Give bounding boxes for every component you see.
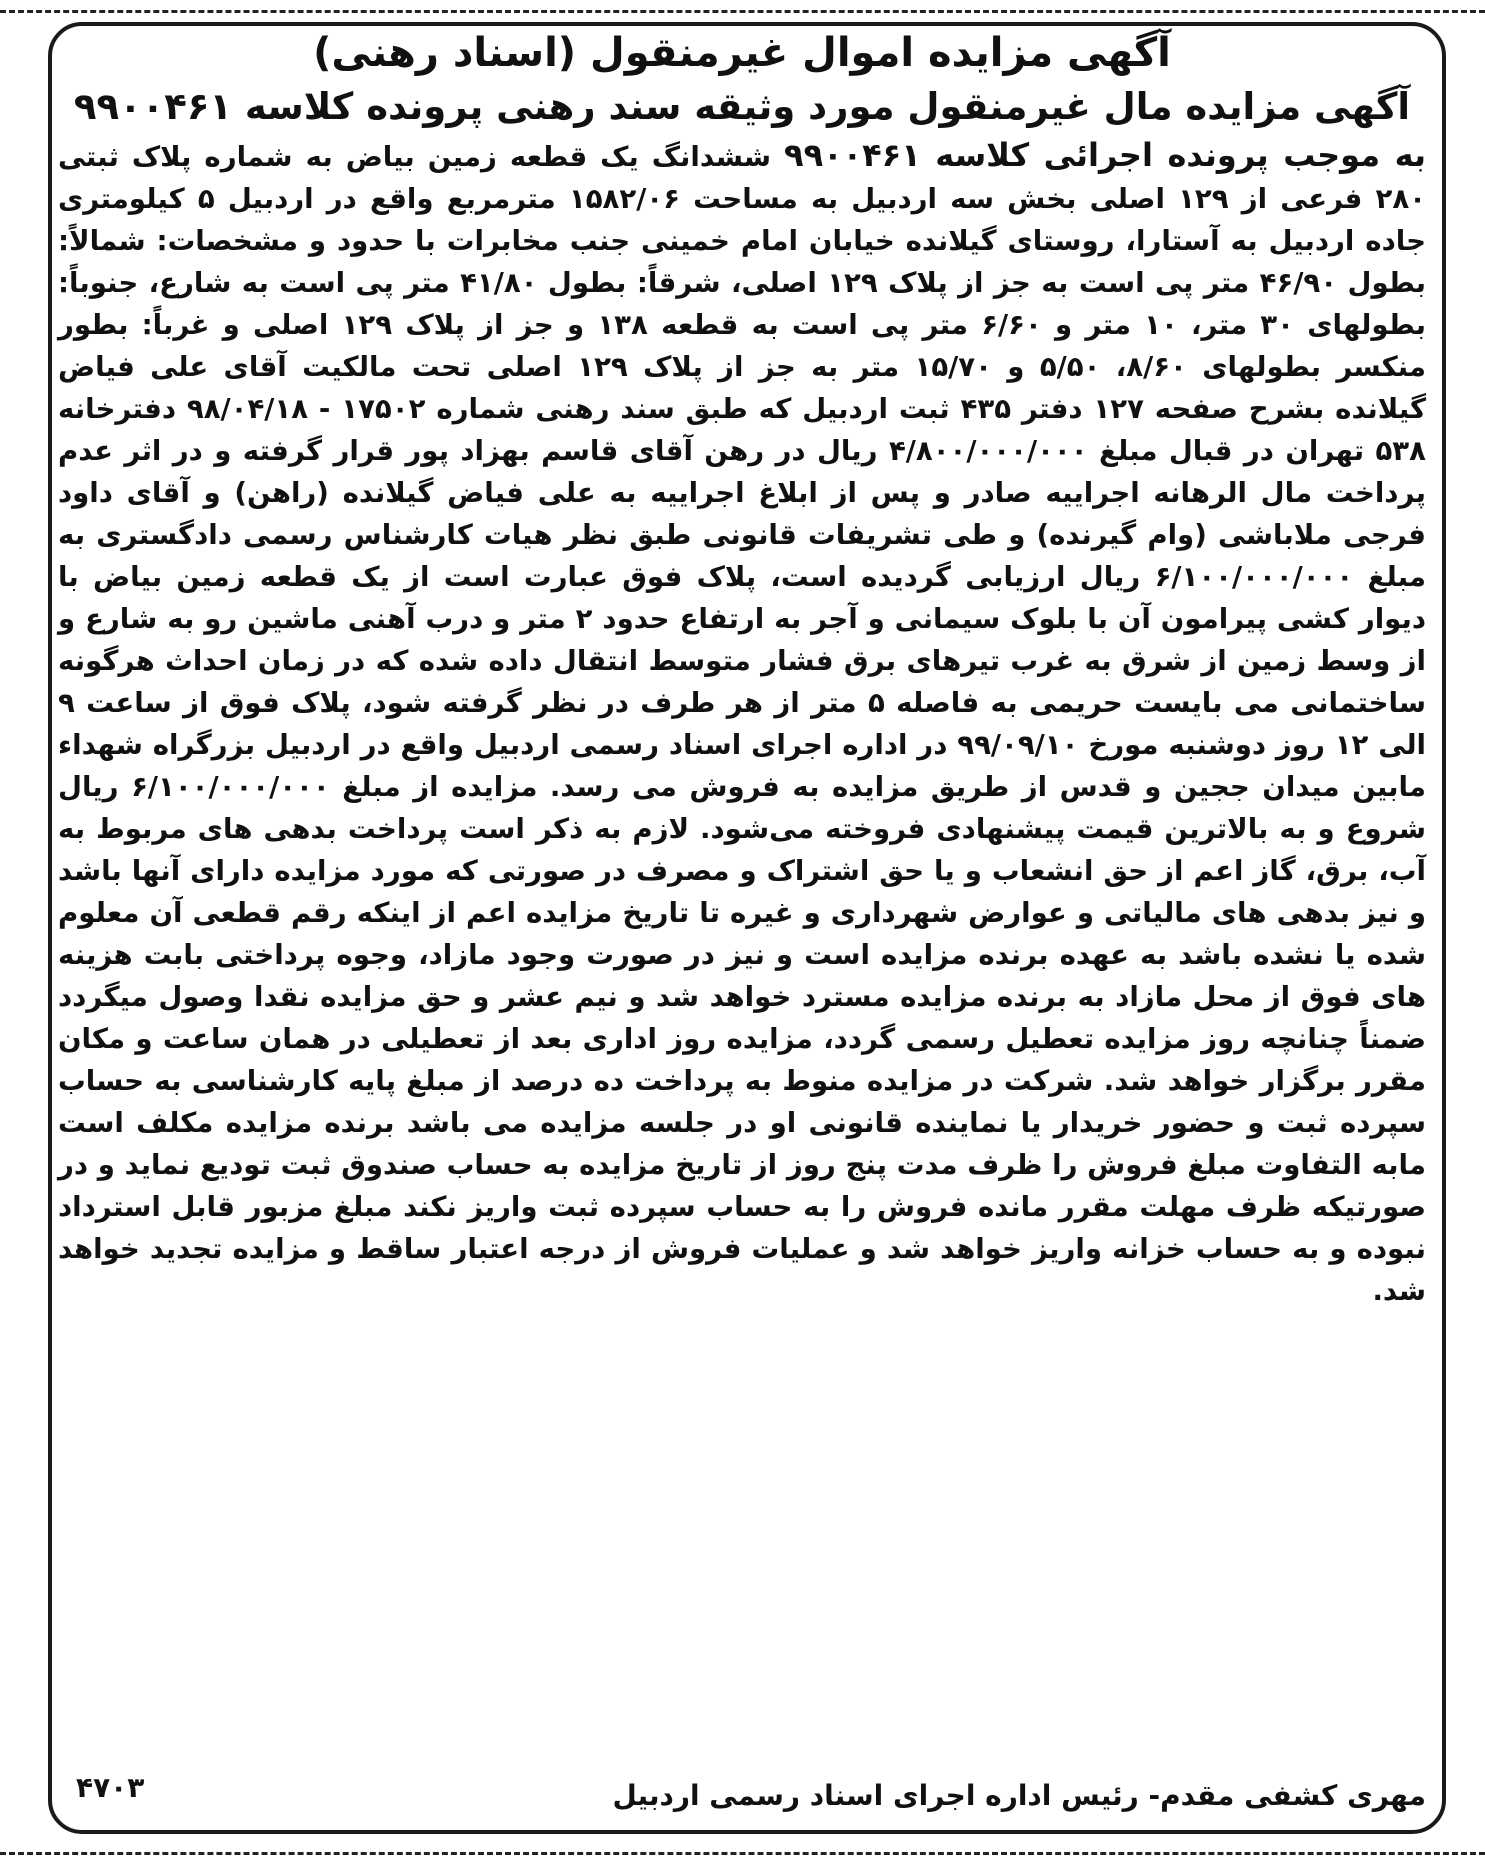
- notice-number: ۴۷۰۳: [76, 1771, 145, 1804]
- notice-lead: به موجب پرونده اجرائی کلاسه ۹۹۰۰۴۶۱: [784, 136, 1426, 174]
- notice-subtitle: آگهی مزایده مال غیرمنقول مورد وثیقه سند رهنی پرونده کلاسه ۹۹۰۰۴۶۱: [73, 85, 1411, 128]
- top-dashed-border: [0, 10, 1485, 13]
- notice-content: [58, 26, 1426, 1312]
- notice-body-text: ششدانگ یک قطعه زمین بیاض به شماره پلاک ثبتی ۲۸۰ فرعی از ۱۲۹ اصلی بخش سه اردبیل به مساحت ۱۵۸۲/۰۶ مترمربع واقع در اردبیل ۵ کیلومتری جاده اردبیل به آستارا، روستای گیلانده خیابان امام خمینی جنب مخابرات با حدود و مشخصات: شمالاً: بطول ۴۶/۹۰ متر پی است به جز از پلاک ۱۲۹ اصلی، شرقاً: بطول ۴۱/۸۰ متر پی است به شارع، جنوباً: بطولهای ۳۰ متر، ۱۰ متر و ۶/۶۰ متر پی است به قطعه ۱۳۸ و جز از پلاک ۱۲۹ اصلی و غرباً: بطور منکسر بطولهای ۸/۶۰، ۵/۵۰ و ۱۵/۷۰ متر به جز از پلاک ۱۲۹ اصلی تحت مالکیت آقای علی فیاض گیلانده بشرح صفحه ۱۲۷ دفتر ۴۳۵ ثبت اردبیل که طبق سند رهنی شماره ۱۷۵۰۲ - ۹۸/۰۴/۱۸ دفترخانه ۵۳۸ تهران در قبال مبلغ ۴/۸۰۰/۰۰۰/۰۰۰ ریال در رهن آقای قاسم بهزاد پور قرار گرفته و در اثر عدم پرداخت مال الرهانه اجراییه صادر و پس از ابلاغ اجراییه به علی فیاض گیلانده (راهن) و آقای داود فرجی ملاباشی (وام گیرنده) و طی تشریفات قانونی طبق نظر هیات کارشناس رسمی دادگستری به مبلغ ۶/۱۰۰/۰۰۰/۰۰۰ ریال ارزیابی گردیده است، پلاک فوق عبارت است از یک قطعه زمین بیاض با دیوار کشی پیرامون آن با بلوک سیمانی و آجر به ارتفاع حدود ۲ متر و درب آهنی ماشین رو به شارع و از وسط زمین از شرق به غرب تیرهای برق فشار متوسط انتقال داده شده که در زمان احداث هرگونه ساختمانی می بایست حریمی به فاصله ۵ متر از هر طرف در نظر گرفته شود، پلاک فوق از ساعت ۹ الی ۱۲ روز دوشنبه مورخ ۹۹/۰۹/۱۰ در اداره اجرای اسناد رسمی اردبیل واقع در اردبیل بزرگراه شهداء مابین میدان ججین و قدس از طریق مزایده به فروش می رسد. مزایده از مبلغ ۶/۱۰۰/۰۰۰/۰۰۰ ریال شروع و به بالاترین قیمت پیشنهادی فروخته می‌شود. لازم به ذکر است پرداخت بدهی های مربوط به آب، برق، گاز اعم از حق انشعاب و یا حق اشتراک و مصرف در صورتی که مورد مزایده دارای آنها باشد و نیز بدهی های مالیاتی و عوارض شهرداری و غیره تا تاریخ مزایده اعم از اینکه رقم قطعی آن معلوم شده یا نشده باشد به عهده برنده مزایده است و نیز در صورت وجود مازاد، وجوه پرداختی بابت هزینه های فوق از محل مازاد به برنده مزایده مسترد خواهد شد و نیم عشر و حق مزایده نقدا وصول میگردد ضمناً چنانچه روز مزایده تعطیل رسمی گردد، مزایده روز اداری بعد از تعطیلی در همان ساعت و مکان مقرر برگزار خواهد شد. شرکت در مزایده منوط به پرداخت ده درصد از مبلغ پایه کارشناسی به حساب سپرده ثبت و حضور خریدار یا نماینده قانونی او در جلسه مزایده می باشد برنده مزایده مکلف است مابه التفاوت مبلغ فروش را ظرف مدت پنج روز از تاریخ مزایده به حساب صندوق ثبت تودیع نماید و در صورتیکه ظرف مهلت مقرر مانده فروش را به حساب سپرده ثبت واریز نکند مبلغ مزبور قابل استرداد نبوده و به حساب خزانه واریز خواهد شد و عملیات فروش از درجه اعتبار ساقط و مزایده تجدید خواهد شد.: [58, 140, 1427, 1307]
- notice-body: [58, 134, 1426, 1312]
- signature: مهری کشفی مقدم- رئیس اداره اجرای اسناد رسمی اردبیل: [612, 1779, 1426, 1812]
- bottom-dashed-border: [0, 1852, 1485, 1855]
- notice-title: آگهی مزایده اموال غیرمنقول (اسناد رهنی): [313, 30, 1171, 76]
